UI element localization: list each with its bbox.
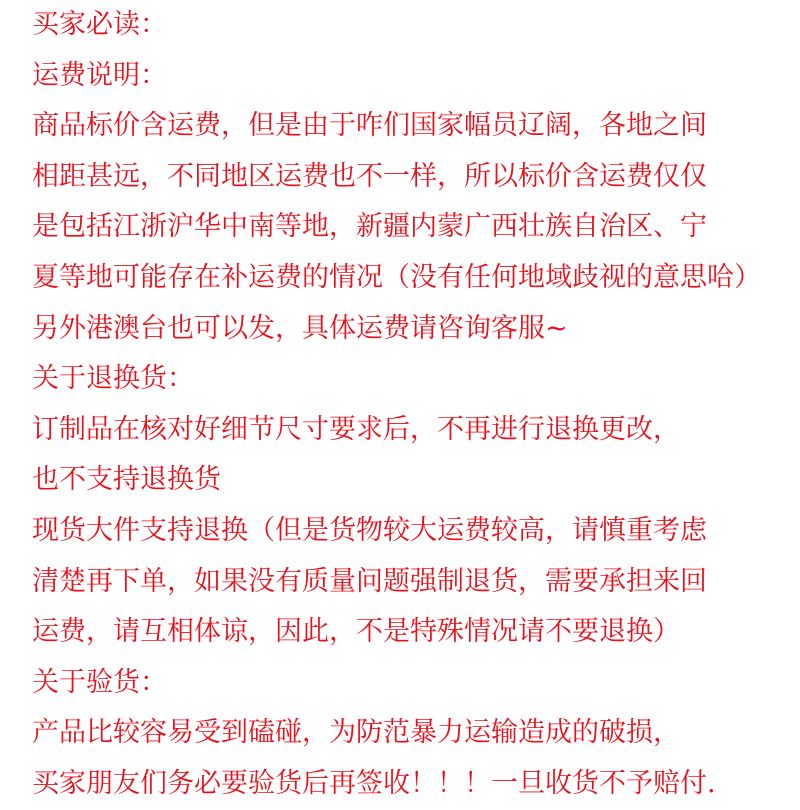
shipping-heading: 运费说明： xyxy=(32,59,167,91)
shipping-text-line: 是包括江浙沪华中南等地，新疆内蒙广西壮族自治区、宁 xyxy=(32,211,707,243)
returns-text-line: 现货大件支持退换（但是货物较大运费较高，请慎重考虑 xyxy=(32,514,707,546)
returns-text-line: 订制品在核对好细节尺寸要求后，不再进行退换更改， xyxy=(32,413,680,445)
shipping-text-line: 商品标价含运费，但是由于咋们国家幅员辽阔，各地之间 xyxy=(32,110,707,142)
inspection-text-line: 买家朋友们务必要验货后再签收！！！一旦收货不予赔付. xyxy=(32,767,716,799)
returns-heading: 关于退换货： xyxy=(32,363,194,395)
returns-text-line: 清楚再下单，如果没有质量问题强制退货，需要承担来回 xyxy=(32,565,707,597)
notice-text-block xyxy=(32,0,800,810)
shipping-text-line: 相距甚远，不同地区运费也不一样，所以标价含运费仅仅 xyxy=(32,160,707,192)
returns-text-line: 也不支持退换货 xyxy=(32,464,221,496)
shipping-text-line: 夏等地可能存在补运费的情况（没有任何地域歧视的意思哈） xyxy=(32,261,761,293)
inspection-text-line: 产品比较容易受到磕碰，为防范暴力运输造成的破损， xyxy=(32,717,680,749)
returns-text-line: 运费，请互相体谅，因此，不是特殊情况请不要退换） xyxy=(32,616,680,648)
inspection-heading: 关于验货： xyxy=(32,666,167,698)
shipping-text-line: 另外港澳台也可以发，具体运费请咨询客服~ xyxy=(32,312,568,344)
notice-heading-must-read: 买家必读： xyxy=(32,9,167,40)
